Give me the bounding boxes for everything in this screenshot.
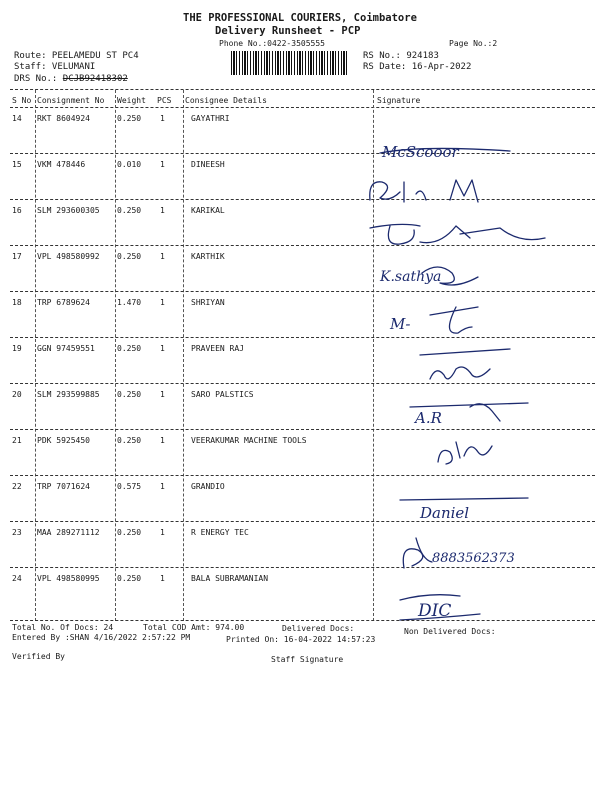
page-number: Page No.:2 <box>449 39 498 48</box>
cell-sno: 21 <box>12 436 22 445</box>
col-consignee: Consignee Details <box>185 96 267 105</box>
col-consignment: Consignment No <box>37 96 105 105</box>
drs-number <box>14 74 128 84</box>
barcode <box>231 51 349 75</box>
signature-text: Daniel <box>420 504 470 522</box>
rs-date: RS Date: 16-Apr-2022 <box>363 62 472 72</box>
cell-pcs: 1 <box>160 574 165 583</box>
cell-consignment: VKM 478446 <box>37 160 86 169</box>
cell-sno: 19 <box>12 344 22 353</box>
cell-sno: 16 <box>12 206 22 215</box>
signature-text: 8883562373 <box>432 551 515 566</box>
cell-weight: 0.010 <box>117 160 142 169</box>
signature-text: A.R <box>415 409 442 427</box>
signature-text: K.sathya <box>380 269 442 285</box>
cell-consignment: GGN 97459551 <box>37 344 95 353</box>
cell-consignee: KARTHIK <box>191 252 225 261</box>
drs-label: DRS No.: <box>14 74 58 84</box>
col-weight: Weight <box>117 96 146 105</box>
cell-consignment: TRP 6789624 <box>37 298 90 307</box>
cell-pcs: 1 <box>160 390 165 399</box>
signature-text: McScooor <box>382 143 459 161</box>
cell-pcs: 1 <box>160 252 165 261</box>
cell-consignee: GRANDIO <box>191 482 225 491</box>
col-divider-2 <box>115 90 116 621</box>
cell-consignee: SARO PALSTICS <box>191 390 254 399</box>
cell-consignee: R ENERGY TEC <box>191 528 249 537</box>
cell-weight: 0.250 <box>117 114 142 123</box>
cell-consignee: VEERAKUMAR MACHINE TOOLS <box>191 436 307 445</box>
cell-sno: 24 <box>12 574 22 583</box>
cell-sno: 23 <box>12 528 22 537</box>
cell-consignment: SLM 293600305 <box>37 206 100 215</box>
rs-number: RS No.: 924183 <box>363 51 439 61</box>
signature-image <box>360 582 560 628</box>
cell-weight: 0.250 <box>117 574 142 583</box>
cell-consignment: TRP 7071624 <box>37 482 90 491</box>
cell-consignee: PRAVEEN RAJ <box>191 344 244 353</box>
cell-weight: 0.250 <box>117 344 142 353</box>
cell-consignment: PDK 5925450 <box>37 436 90 445</box>
printed-on: Printed On: 16-04-2022 14:57:23 <box>226 635 376 644</box>
cell-consignment: VPL 498580995 <box>37 574 100 583</box>
cell-sno: 14 <box>12 114 22 123</box>
col-divider-1 <box>35 90 36 621</box>
header-top-rule <box>10 89 595 90</box>
cell-pcs: 1 <box>160 528 165 537</box>
cell-weight: 0.250 <box>117 252 142 261</box>
cell-consignee: DINEESH <box>191 160 225 169</box>
phone-number: Phone No.:0422-3505555 <box>219 39 325 48</box>
header-bottom-rule <box>10 107 595 108</box>
cell-weight: 0.250 <box>117 528 142 537</box>
cell-consignee: GAYATHRI <box>191 114 230 123</box>
cell-pcs: 1 <box>160 344 165 353</box>
company-name: THE PROFESSIONAL COURIERS, Coimbatore <box>183 12 417 24</box>
cell-consignee: BALA SUBRAMANIAN <box>191 574 269 583</box>
cell-weight: 1.470 <box>117 298 142 307</box>
cell-consignment: VPL 498580992 <box>37 252 100 261</box>
total-docs: Total No. Of Docs: 24 <box>12 623 114 632</box>
staff-signature: Staff Signature <box>271 655 344 664</box>
cell-sno: 15 <box>12 160 22 169</box>
cell-pcs: 1 <box>160 436 165 445</box>
non-delivered-docs: Non Delivered Docs: <box>404 627 496 636</box>
signature-image <box>360 345 560 391</box>
cell-sno: 17 <box>12 252 22 261</box>
cell-pcs: 1 <box>160 160 165 169</box>
cell-consignment: SLM 293599885 <box>37 390 100 399</box>
cell-weight: 0.250 <box>117 390 142 399</box>
cell-weight: 0.575 <box>117 482 142 491</box>
cell-weight: 0.250 <box>117 206 142 215</box>
cell-weight: 0.250 <box>117 436 142 445</box>
cell-pcs: 1 <box>160 482 165 491</box>
signature-image <box>360 172 560 218</box>
delivered-docs: Delivered Docs: <box>282 624 355 633</box>
signature-image <box>360 432 560 478</box>
drs-value: DCJB92418302 <box>62 74 128 84</box>
cell-sno: 18 <box>12 298 22 307</box>
cell-consignee: SHRIYAN <box>191 298 225 307</box>
route: Route: PEELAMEDU ST PC4 <box>14 51 139 61</box>
signature-image <box>360 297 560 343</box>
verified-by: Verified By <box>12 652 65 661</box>
signature-image <box>360 488 560 534</box>
footer-rule <box>10 620 595 621</box>
cell-sno: 20 <box>12 390 22 399</box>
cell-pcs: 1 <box>160 114 165 123</box>
col-sno: S No <box>12 96 32 105</box>
staff-name: Staff: VELUMANI <box>14 62 96 72</box>
document-title: Delivery Runsheet - PCP <box>215 25 361 37</box>
total-cod-amount: Total COD Amt: 974.00 <box>143 623 245 632</box>
signature-image <box>360 216 560 262</box>
cell-consignment: MAA 289271112 <box>37 528 100 537</box>
entered-by: Entered By :SHAN 4/16/2022 2:57:22 PM <box>12 633 191 642</box>
signature-text: DIC <box>418 601 452 621</box>
cell-sno: 22 <box>12 482 22 491</box>
col-pcs: PCS <box>157 96 172 105</box>
signature-text: M- <box>390 315 411 333</box>
cell-pcs: 1 <box>160 298 165 307</box>
cell-pcs: 1 <box>160 206 165 215</box>
col-signature: Signature <box>377 96 421 105</box>
col-divider-3 <box>183 90 184 621</box>
cell-consignee: KARIKAL <box>191 206 225 215</box>
cell-consignment: RKT 8604924 <box>37 114 90 123</box>
signature-image <box>360 530 560 576</box>
